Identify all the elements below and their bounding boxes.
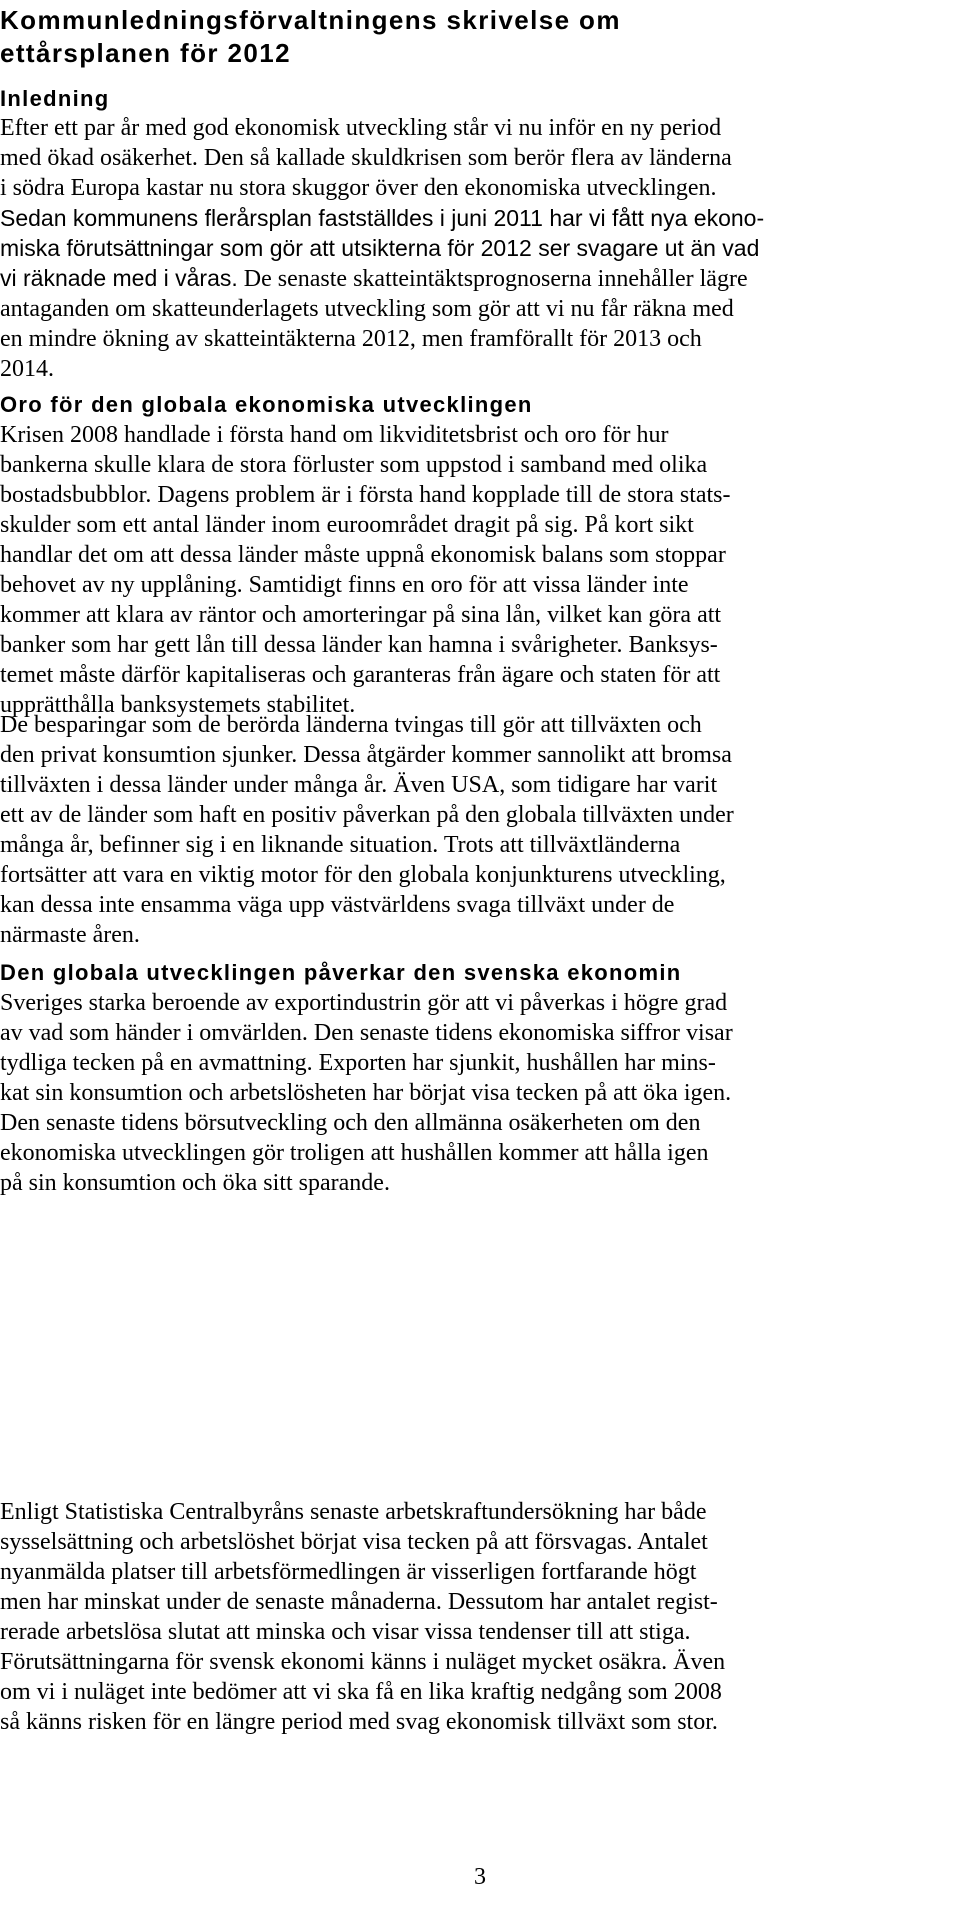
text-line: ett av de länder som haft en positiv påverkan på den globala tillväxten under <box>0 802 734 828</box>
text-line: i södra Europa kastar nu stora skuggor över den ekonomiska utvecklingen. <box>0 175 717 201</box>
text-line: kan dessa inte ensamma väga upp västvärldens svaga tillväxt under de <box>0 892 675 918</box>
paragraph-oro-2 <box>0 710 945 950</box>
title-line: ettårsplanen för 2012 <box>0 38 291 68</box>
text-line: De besparingar som de berörda länderna tvingas till gör att tillväxten och <box>0 712 702 738</box>
text-span: De senaste skatteintäktsprognoserna innehåller lägre <box>237 266 748 292</box>
text-line: en mindre ökning av skatteintäkterna 2012, men framförallt för 2013 och <box>0 326 702 352</box>
text-line: Sveriges starka beroende av exportindustrin gör att vi påverkas i högre grad <box>0 990 728 1016</box>
text-line: av vad som händer i omvärlden. Den senaste tidens ekonomiska siffror visar <box>0 1020 733 1046</box>
text-line: kat sin konsumtion och arbetslösheten har börjat visa tecken på att öka igen. <box>0 1080 732 1106</box>
text-line: temet måste därför kapitaliseras och garanteras från ägare och staten för att <box>0 662 721 688</box>
title-line: Kommunledningsförvaltningens skrivelse om <box>0 5 621 35</box>
text-line: men har minskat under de senaste månaderna. Dessutom har antalet regist- <box>0 1589 718 1615</box>
text-line: skulder som ett antal länder inom euroområdet dragit på sig. På kort sikt <box>0 512 694 538</box>
text-line: Enligt Statistiska Centralbyråns senaste arbetskraftundersökning har både <box>0 1499 707 1525</box>
paragraph-inledning <box>0 113 945 384</box>
text-line: bostadsbubblor. Dagens problem är i första hand kopplade till de stora stats- <box>0 482 731 508</box>
text-line: nyanmälda platser till arbetsförmedlingen är visserligen fortfarande högt <box>0 1559 697 1585</box>
section-heading-oro: Oro för den globala ekonomiska utvecklingen <box>0 392 533 417</box>
text-span: vi räknade med i våras. <box>0 265 238 291</box>
text-line: behovet av ny upplåning. Samtidigt finns en oro för att vissa länder inte <box>0 572 689 598</box>
text-line: Krisen 2008 handlade i första hand om likviditetsbrist och oro för hur <box>0 422 669 448</box>
section-heading-svenska-ekonomin: Den globala utvecklingen påverkar den svenska ekonomin <box>0 960 682 985</box>
text-line: närmaste åren. <box>0 922 140 948</box>
text-line: fortsätter att vara en viktig motor för den globala konjunkturens utveckling, <box>0 862 726 888</box>
text-line: kommer att klara av räntor och amorteringar på sina lån, vilket kan göra att <box>0 602 722 628</box>
section-heading-inledning: Inledning <box>0 86 110 111</box>
text-line: med ökad osäkerhet. Den så kallade skuldkrisen som berör flera av länderna <box>0 145 732 171</box>
text-line: om vi i nuläget inte bedömer att vi ska få en lika kraftig nedgång som 2008 <box>0 1679 722 1705</box>
document-title <box>0 4 945 70</box>
text-line: Förutsättningarna för svensk ekonomi känns i nuläget mycket osäkra. Även <box>0 1649 726 1675</box>
text-line: bankerna skulle klara de stora förluster som uppstod i samband med olika <box>0 452 708 478</box>
text-line: ekonomiska utvecklingen gör troligen att hushållen kommer att hålla igen <box>0 1140 709 1166</box>
paragraph-svenska-1 <box>0 988 945 1198</box>
text-line-mixed <box>0 263 945 294</box>
text-line: upprätthålla banksystemets stabilitet. <box>0 692 356 718</box>
paragraph-svenska-2 <box>0 1497 945 1737</box>
text-line: miska förutsättningar som gör att utsikterna för 2012 ser svagare ut än vad <box>0 235 760 261</box>
text-line: sysselsättning och arbetslöshet börjat visa tecken på att försvagas. Antalet <box>0 1529 708 1555</box>
text-line: handlar det om att dessa länder måste uppnå ekonomisk balans som stoppar <box>0 542 726 568</box>
text-line: på sin konsumtion och öka sitt sparande. <box>0 1170 390 1196</box>
text-line: 2014. <box>0 356 54 382</box>
text-line: Den senaste tidens börsutveckling och den allmänna osäkerheten om den <box>0 1110 701 1136</box>
text-line: Sedan kommunens flerårsplan fastställdes i juni 2011 har vi fått nya ekono- <box>0 205 765 231</box>
text-line: antaganden om skatteunderlagets utveckling som gör att vi nu får räkna med <box>0 296 734 322</box>
text-line: många år, befinner sig i en liknande situation. Trots att tillväxtländerna <box>0 832 681 858</box>
text-line: tydliga tecken på en avmattning. Exporten har sjunkit, hushållen har mins- <box>0 1050 716 1076</box>
text-line: banker som har gett lån till dessa länder kan hamna i svårigheter. Banksys- <box>0 632 718 658</box>
text-line: så känns risken för en längre period med svag ekonomisk tillväxt som stor. <box>0 1709 718 1735</box>
text-line: tillväxten i dessa länder under många år. Även USA, som tidigare har varit <box>0 772 718 798</box>
text-line: rerade arbetslösa slutat att minska och visar vissa tendenser till att stiga. <box>0 1619 691 1645</box>
text-line: den privat konsumtion sjunker. Dessa åtgärder kommer sannolikt att bromsa <box>0 742 732 768</box>
text-line: Efter ett par år med god ekonomisk utveckling står vi nu inför en ny period <box>0 115 722 141</box>
paragraph-oro-1 <box>0 420 945 720</box>
page-number: 3 <box>474 1864 486 1890</box>
